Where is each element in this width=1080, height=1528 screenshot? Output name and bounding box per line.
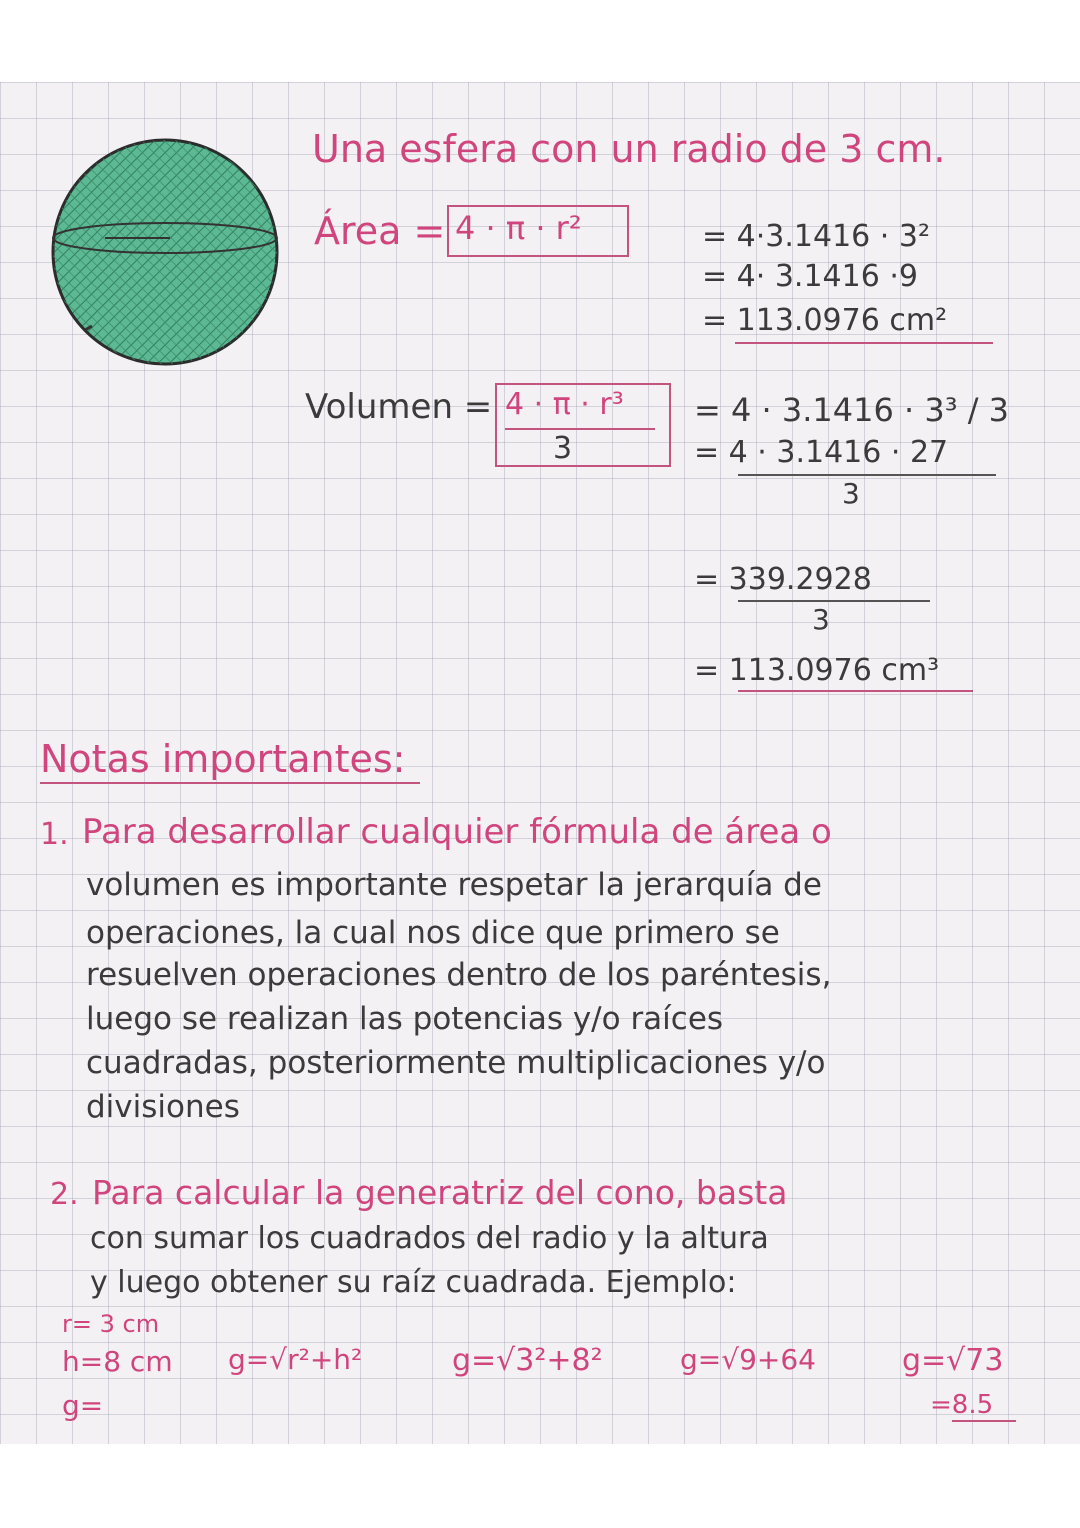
- heading: Una esfera con un radio de 3 cm.: [312, 127, 946, 171]
- volume-step-3-bar: [738, 600, 930, 602]
- example-result-underline: [952, 1420, 1016, 1422]
- note-2-line-1: Para calcular la generatriz del cono, basta: [92, 1173, 788, 1212]
- volume-step-2-denominator: 3: [842, 477, 860, 510]
- note-1-line-6: cuadradas, posteriormente multiplicaciones y/o: [86, 1045, 826, 1081]
- example-height: h=8 cm: [62, 1345, 173, 1378]
- example-formula-2: g=√3²+8²: [452, 1343, 603, 1378]
- example-radius: r= 3 cm: [62, 1310, 160, 1338]
- note-1-line-7: divisiones: [86, 1089, 240, 1125]
- volume-formula-denominator: 3: [553, 431, 573, 466]
- volume-step-3-denominator: 3: [812, 603, 830, 636]
- volume-step-1: = 4 · 3.1416 · 3³ / 3: [694, 391, 1010, 429]
- volume-step-2-numerator: = 4 · 3.1416 · 27: [694, 435, 949, 470]
- note-1-line-4: resuelven operaciones dentro de los paréntesis,: [86, 957, 832, 993]
- volume-result-underline: [738, 690, 973, 692]
- example-formula-3: g=√9+64: [680, 1343, 816, 1376]
- volume-step-2-bar: [738, 474, 996, 476]
- note-1-line-5: luego se realizan las potencias y/o raíces: [86, 1001, 724, 1037]
- area-label: Área =: [314, 209, 446, 253]
- volume-label: Volumen =: [305, 387, 493, 427]
- volume-formula-bar: [505, 428, 655, 430]
- note-2-line-2: con sumar los cuadrados del radio y la altura: [90, 1221, 769, 1256]
- example-formula-4: g=√73: [902, 1343, 1004, 1378]
- area-result-underline: [735, 342, 993, 344]
- note-2-number: 2.: [50, 1177, 79, 1212]
- area-formula: 4 · π · r²: [455, 209, 582, 247]
- sphere-drawing-icon: [40, 130, 290, 380]
- volume-formula-numerator: 4 · π · r³: [505, 387, 624, 422]
- example-result: =8.5: [930, 1390, 994, 1420]
- notes-title: Notas importantes:: [40, 737, 406, 781]
- notes-title-underline: [40, 782, 420, 784]
- example-g: g=: [62, 1389, 104, 1422]
- note-1-number: 1.: [40, 817, 69, 852]
- note-1-line-1: Para desarrollar cualquier fórmula de área o: [82, 812, 832, 852]
- area-step-2: = 4· 3.1416 ·9: [702, 259, 918, 294]
- area-result: = 113.0976 cm²: [702, 303, 948, 338]
- note-2-line-3: y luego obtener su raíz cuadrada. Ejemplo:: [90, 1265, 737, 1300]
- volume-result: = 113.0976 cm³: [694, 653, 940, 688]
- volume-step-3-numerator: = 339.2928: [694, 562, 872, 597]
- example-formula-1: g=√r²+h²: [228, 1343, 363, 1376]
- note-1-line-2: volumen es importante respetar la jerarquía de: [86, 867, 822, 903]
- area-step-1: = 4·3.1416 · 3²: [702, 219, 930, 254]
- note-1-line-3: operaciones, la cual nos dice que primero se: [86, 915, 780, 951]
